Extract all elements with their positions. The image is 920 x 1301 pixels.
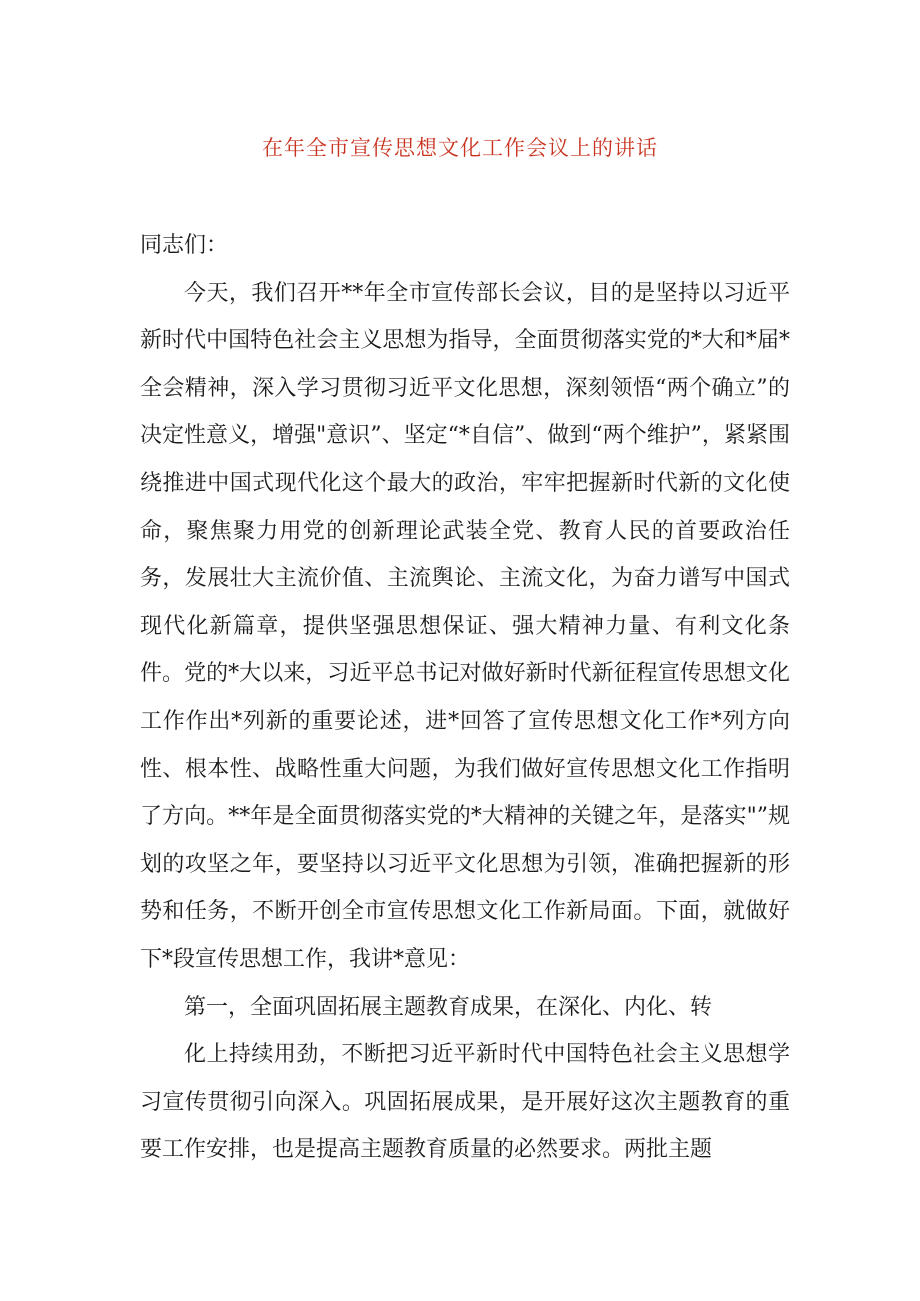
document-body [140, 222, 790, 1174]
paragraph-3: 化上持续用劲，不断把习近平新时代中国特色社会主义思想学习宣传贯彻引向深入。巩固拓展成果，是开展好这次主题教育的重要工作安排，也是提高主题教育质量的必然要求。两批主题 [140, 1042, 790, 1163]
salutation: 同志们： [140, 233, 229, 258]
document-title: 在年全市宣传思想文化工作会议上的讲话 [262, 136, 658, 160]
paragraph-1: 今天，我们召开**年全市宣传部长会议，目的是坚持以习近平新时代中国特色社会主义思想为指导，全面贯彻落实党的*大和*届*全会精神，深入学习贯彻习近平文化思想，深刻领悟“两个确立”的决定性意义，增强"意识”、坚定“*自信”、做到“两个维护”，紧紧围绕推进中国式现代化这个最大的政治，牢牢把握新时代新的文化使命，聚焦聚力用党的创新理论武装全党、教育人民的首要政治任务，发展壮大主流价值、主流舆论、主流文化，为奋力谱写中国式现代化新篇章，提供坚强思想保证、强大精神力量、有利文化条件。党的*大以来，习近平总书记对做好新时代新征程宣传思想文化工作作出*列新的重要论述，进*回答了宣传思想文化工作*列方向性、根本性、战略性重大问题，为我们做好宣传思想文化工作指明了方向。**年是全面贯彻落实党的*大精神的关键之年，是落实"”规划的攻坚之年，要坚持以习近平文化思想为引领，准确把握新的形势和任务，不断开创全市宣传思想文化工作新局面。下面，就做好下*段宣传思想工作，我讲*意见： [140, 280, 790, 972]
paragraph-2: 第一，全面巩固拓展主题教育成果，在深化、内化、转 [184, 994, 713, 1020]
